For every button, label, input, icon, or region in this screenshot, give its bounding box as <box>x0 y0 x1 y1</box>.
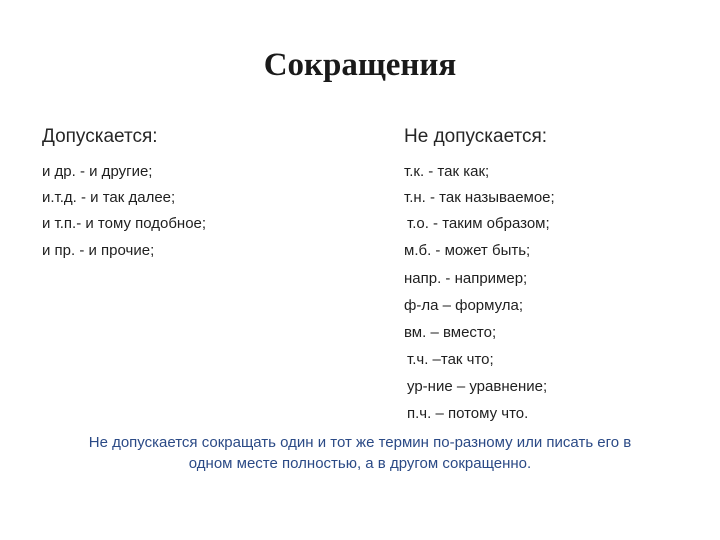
note-line-1: Не допускается сокращать один и тот же термин по-разному или писать его в <box>88 434 632 451</box>
allowed-heading: Допускается: <box>42 126 158 147</box>
not-allowed-item: м.б. - может быть; <box>404 242 531 259</box>
allowed-item: и др. - и другие; <box>42 163 153 180</box>
note <box>30 432 690 474</box>
slide-title: Сокращения <box>263 47 457 83</box>
allowed-item: и.т.д. - и так далее; <box>42 189 176 206</box>
not-allowed-item: т.ч. –так что; <box>407 351 494 368</box>
allowed-item: и пр. - и прочие; <box>42 242 155 259</box>
not-allowed-heading: Не допускается: <box>404 126 548 147</box>
not-allowed-item: ур-ние – уравнение; <box>407 378 548 395</box>
not-allowed-item: т.к. - так как; <box>404 163 490 180</box>
not-allowed-item: п.ч. – потому что. <box>407 405 529 422</box>
not-allowed-item: ф-ла – формула; <box>404 297 524 314</box>
not-allowed-item: вм. – вместо; <box>404 324 497 341</box>
not-allowed-item: напр. - например; <box>404 270 528 287</box>
allowed-item: и т.п.- и тому подобное; <box>42 215 207 232</box>
not-allowed-item: т.н. - так называемое; <box>404 189 555 206</box>
note-line-2: одном месте полностью, а в другом сокращенно. <box>188 455 532 472</box>
not-allowed-item: т.о. - таким образом; <box>407 215 550 232</box>
